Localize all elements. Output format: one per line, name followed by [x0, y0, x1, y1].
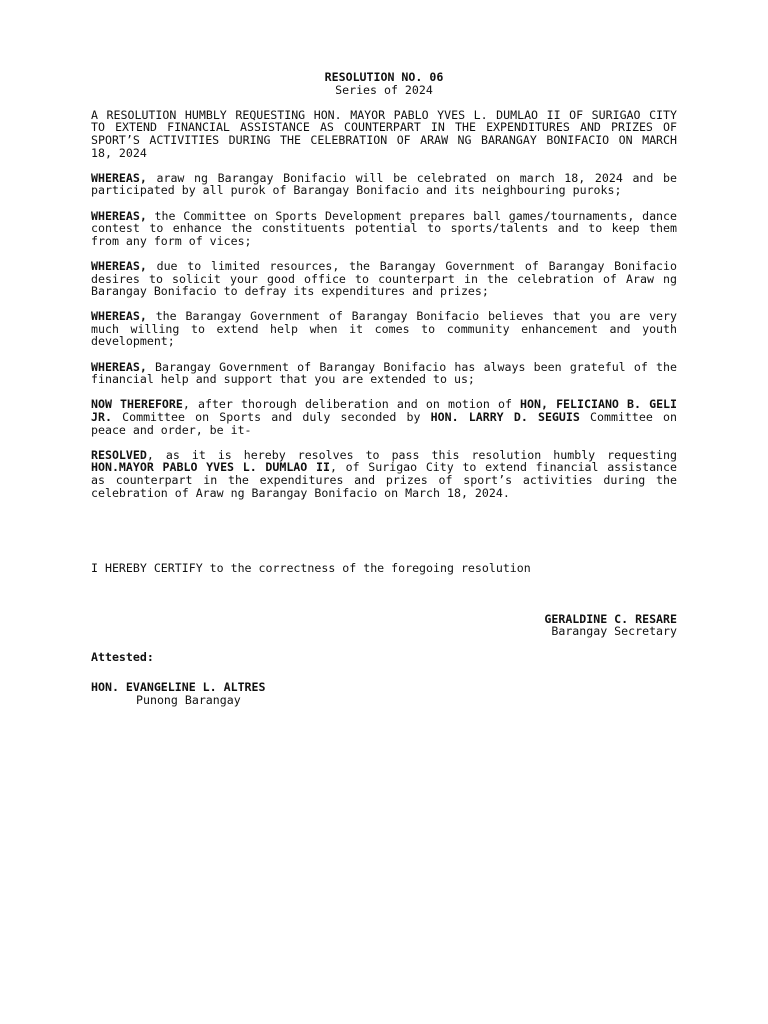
whereas-text: the Barangay Government of Barangay Bonifacio believes that you are very much willing to extend help when it comes to community enhancement and youth development; [91, 309, 677, 349]
mover-name: HON, FELICIANO B. GELI JR. [91, 397, 678, 425]
now-therefore-text-1: , after thorough deliberation and on motion of [182, 397, 521, 412]
resolved-text-2: , of Surigao City to extend financial assistance as counterpart in the expenditures and prizes of sport’s activities during the celebration of Araw ng Barangay Bonifacio on March 18, 2024. [91, 460, 678, 500]
whereas-clause-4 [91, 310, 677, 348]
resolution-document [91, 71, 677, 706]
punong-barangay-title: Punong Barangay [136, 692, 241, 707]
punong-barangay-name: HON. EVANGELINE L. ALTRES [91, 680, 266, 695]
whereas-clause-5 [91, 361, 677, 386]
spacer [91, 663, 677, 681]
whereas-lead: WHEREAS, [91, 208, 147, 223]
spacer [91, 499, 677, 562]
seconder-name: HON. LARRY D. SEGUIS [430, 410, 580, 425]
whereas-text: Barangay Government of Barangay Bonifacio has always been grateful of the financial help and support that you are extended to us; [91, 359, 677, 387]
document-title: RESOLUTION NO. 06 [324, 70, 444, 84]
now-therefore-clause [91, 398, 677, 436]
whereas-text: the Committee on Sports Development prepares ball games/tournaments, dance contest to enhance the constituents potential to sports/talents and to keep them from any form of vices; [91, 208, 677, 248]
secretary-name: GERALDINE C. RESARE [544, 611, 677, 626]
whereas-text: due to limited resources, the Barangay Government of Barangay Bonifacio desires to solicit your good office to counterpart in the celebration of Araw ng Barangay Bonifacio to defray its expenditures and prizes; [91, 258, 677, 299]
secretary-title: Barangay Secretary [551, 624, 677, 639]
document-series: Series of 2024 [335, 82, 433, 97]
whereas-lead: WHEREAS, [91, 170, 147, 185]
attested-label: Attested: [91, 649, 154, 664]
now-therefore-text-3: Committee on peace and order, be it- [91, 410, 677, 437]
now-therefore-lead: NOW THEREFORE [91, 397, 183, 412]
spacer [91, 638, 677, 651]
resolution-subject: A RESOLUTION HUMBLY REQUESTING HON. MAYOR PABLO YVES L. DUMLAO II OF SURIGAO CITY TO EXTEND FINANCIAL ASSISTANCE AS COUNTERPART IN THE EXPENDITURES AND PRIZES OF SPORT’S ACTIVITIES DURING THE CELEBRATION OF ARAW NG BARANGAY BONIFACIO ON MARCH 18, 2024 [91, 107, 677, 160]
resolved-lead: RESOLVED [91, 447, 147, 462]
now-therefore-text-2: Committee on Sports and duly seconded by [111, 410, 431, 425]
whereas-lead: WHEREAS, [91, 359, 147, 374]
whereas-lead: WHEREAS, [91, 258, 147, 273]
certification-statement: I HEREBY CERTIFY to the correctness of the foregoing resolution [91, 561, 531, 576]
spacer [91, 575, 677, 613]
whereas-clause-1 [91, 172, 677, 197]
whereas-lead: WHEREAS, [91, 309, 147, 324]
mayor-name: HON.MAYOR PABLO YVES L. DUMLAO II [91, 460, 330, 475]
whereas-text: araw ng Barangay Bonifacio will be celebrated on march 18, 2024 and be participated by all purok of Barangay Bonifacio and its neighbouring puroks; [91, 170, 677, 198]
whereas-clause-2 [91, 210, 677, 248]
resolved-clause [91, 449, 677, 499]
whereas-clause-3 [91, 260, 677, 298]
resolved-text-1: , as it is hereby resolves to pass this resolution humbly requesting [146, 447, 677, 462]
